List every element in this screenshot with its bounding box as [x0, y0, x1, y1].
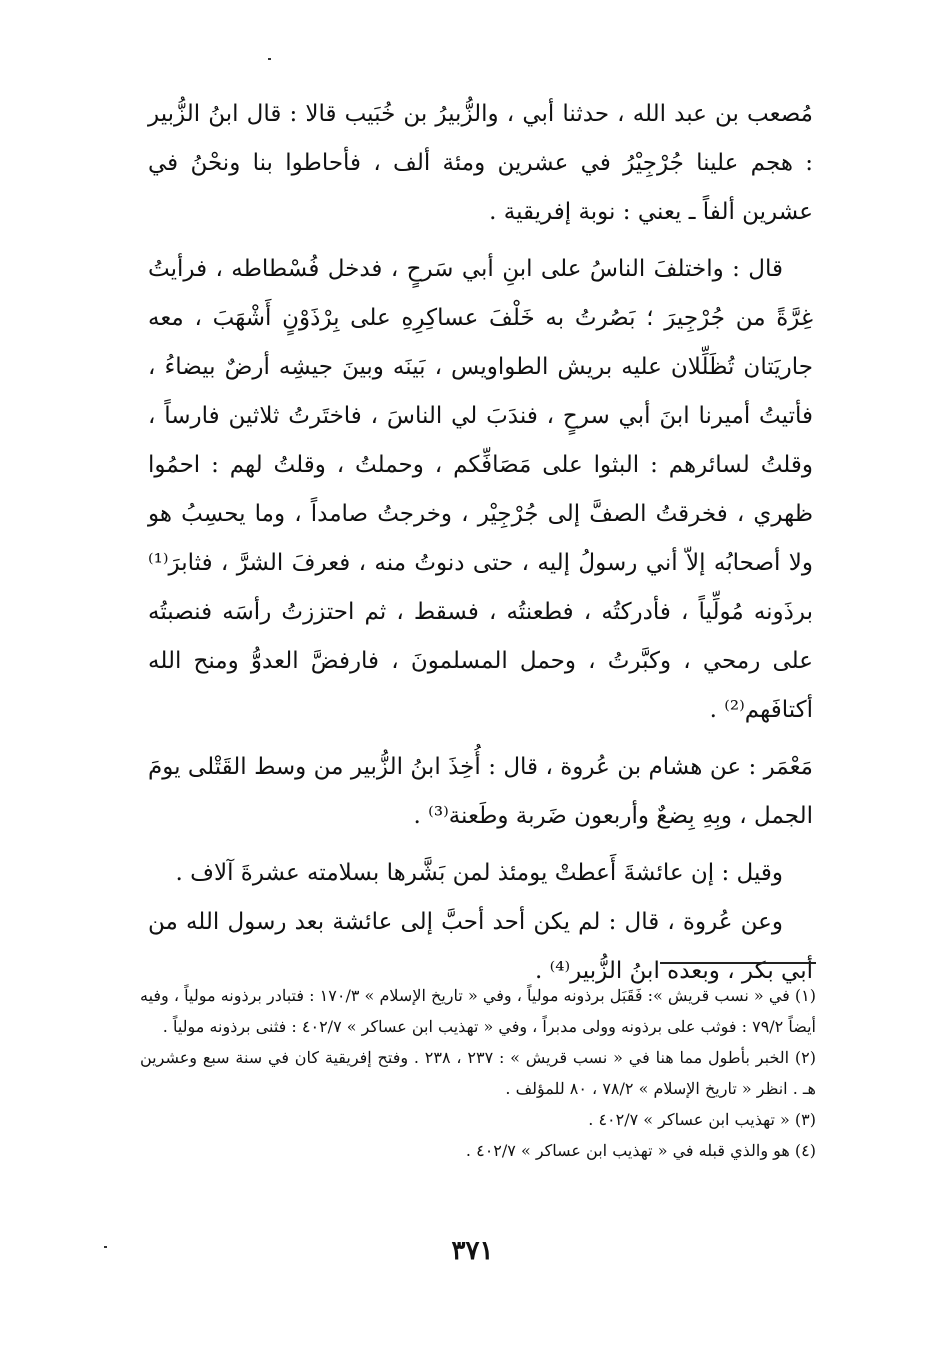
paragraph-aisha-reward: وقيل : إن عائشةَ أَعطتْ يومئذ لمن بَشَّرها بسلامته عشرةَ آلاف . [175, 860, 783, 886]
page-number: ٣٧١ [451, 1236, 494, 1266]
footnote-2: (٢) الخبر بأطول مما هنا في « نسب قريش » : ٢٣٧ ، ٢٣٨ . وفتح إفريقية كان في سنة سبع وعشرين هـ . انظر « تاريخ الإسلام » ٧٨/٢ ، ٨٠ للمؤلف . [140, 1048, 816, 1098]
main-text [148, 90, 813, 996]
scan-speck [268, 58, 271, 60]
paragraph-battle: قال : واختلفَ الناسُ على ابنِ أبي سَرحٍ ، فدخل فُسْطاطه ، فرأيتُ غِرَّةً من جُرْجِيرَ ؛ بَصُرتُ به خَلْفَ عساكِرِهِ على بِرْذَوْنٍ أَشْهَبَ ، معه جاريَتان تُظَلِّلان عليه بريش الطواويس ، بَينَه وبينَ جيشِه أرضٌ بيضاءُ ، فأتيتُ أميرنا ابنَ أبي سرحٍ ، فندَبَ لي الناسَ ، فاختَرتُ ثلاثين فارساً ، وقلتُ لسائرهم : البثوا على مَصَافِّكم ، وحملتُ ، وقلتُ لهم : احمُوا ظهري ، فخرقتُ الصفَّ إلى جُرْجِيْر ، وخرجتُ صامداً ، وما يحسِبُ هو ولا أصحابُه إلاّ أني رسولُ إليه ، حتى دنوتُ منه ، فعرفَ الشرَّ ، فثابرَ⁽¹⁾ برذَونه مُولِّياً ، فأدركتُه ، فطعنتُه ، فسقط ، ثم احتززتُ رأسَه فنصبتُه على رمحي ، وكبَّرتُ ، وحمل المسلمونَ ، فارفضَّ العدوُّ ومنح الله أكتافَهم⁽²⁾ . [148, 256, 813, 723]
footnote-separator [660, 962, 816, 964]
paragraph-urwa: وعن عُروة ، قال : لم يكن أحد أحبَّ إلى عائشة بعد رسول الله من أبي بكر ، وبعده ابنُ الزُّبير⁽⁴⁾ . [148, 909, 813, 984]
paragraph-mamar: مَعْمَر : عن هشام بن عُروة ، قال : أُخِذَ ابنُ الزُّبير من وسط القَتْلى يومَ الجمل ، وبِهِ بِضعٌ وأربعون ضَربة وطَعنة⁽³⁾ . [148, 754, 813, 829]
paragraph-musab: مُصعب بن عبد الله ، حدثنا أبي ، والزُّبيرُ بن خُبَيب قالا : قال ابنُ الزُّبير : هجم علينا جُرْجِيْرُ في عشرين ومئة ألف ، فأحاطوا بنا ونحْنُ في عشرين ألفاً ـ يعني : نوبة إفريقية . [148, 101, 813, 225]
footnote-1: (١) في « نسب قريش »: فَقَبَل برذونه مولياً ، وفي « تاريخ الإسلام » ١٧٠/٣ : فتبادر برذونه مولياً ، وفيه أيضاً ٧٩/٢ : فوثب على برذونه وولى مدبراً ، وفي « تهذيب ابن عساكر » ٤٠٢/٧ : فثنى برذونه مولياً . [140, 986, 817, 1036]
footnotes [140, 980, 816, 1166]
footnote-4: (٤) هو والذي قبله في « تهذيب ابن عساكر » ٤٠٢/٧ . [465, 1141, 816, 1160]
footnote-3: (٣) « تهذيب ابن عساكر » ٤٠٢/٧ . [588, 1110, 816, 1129]
